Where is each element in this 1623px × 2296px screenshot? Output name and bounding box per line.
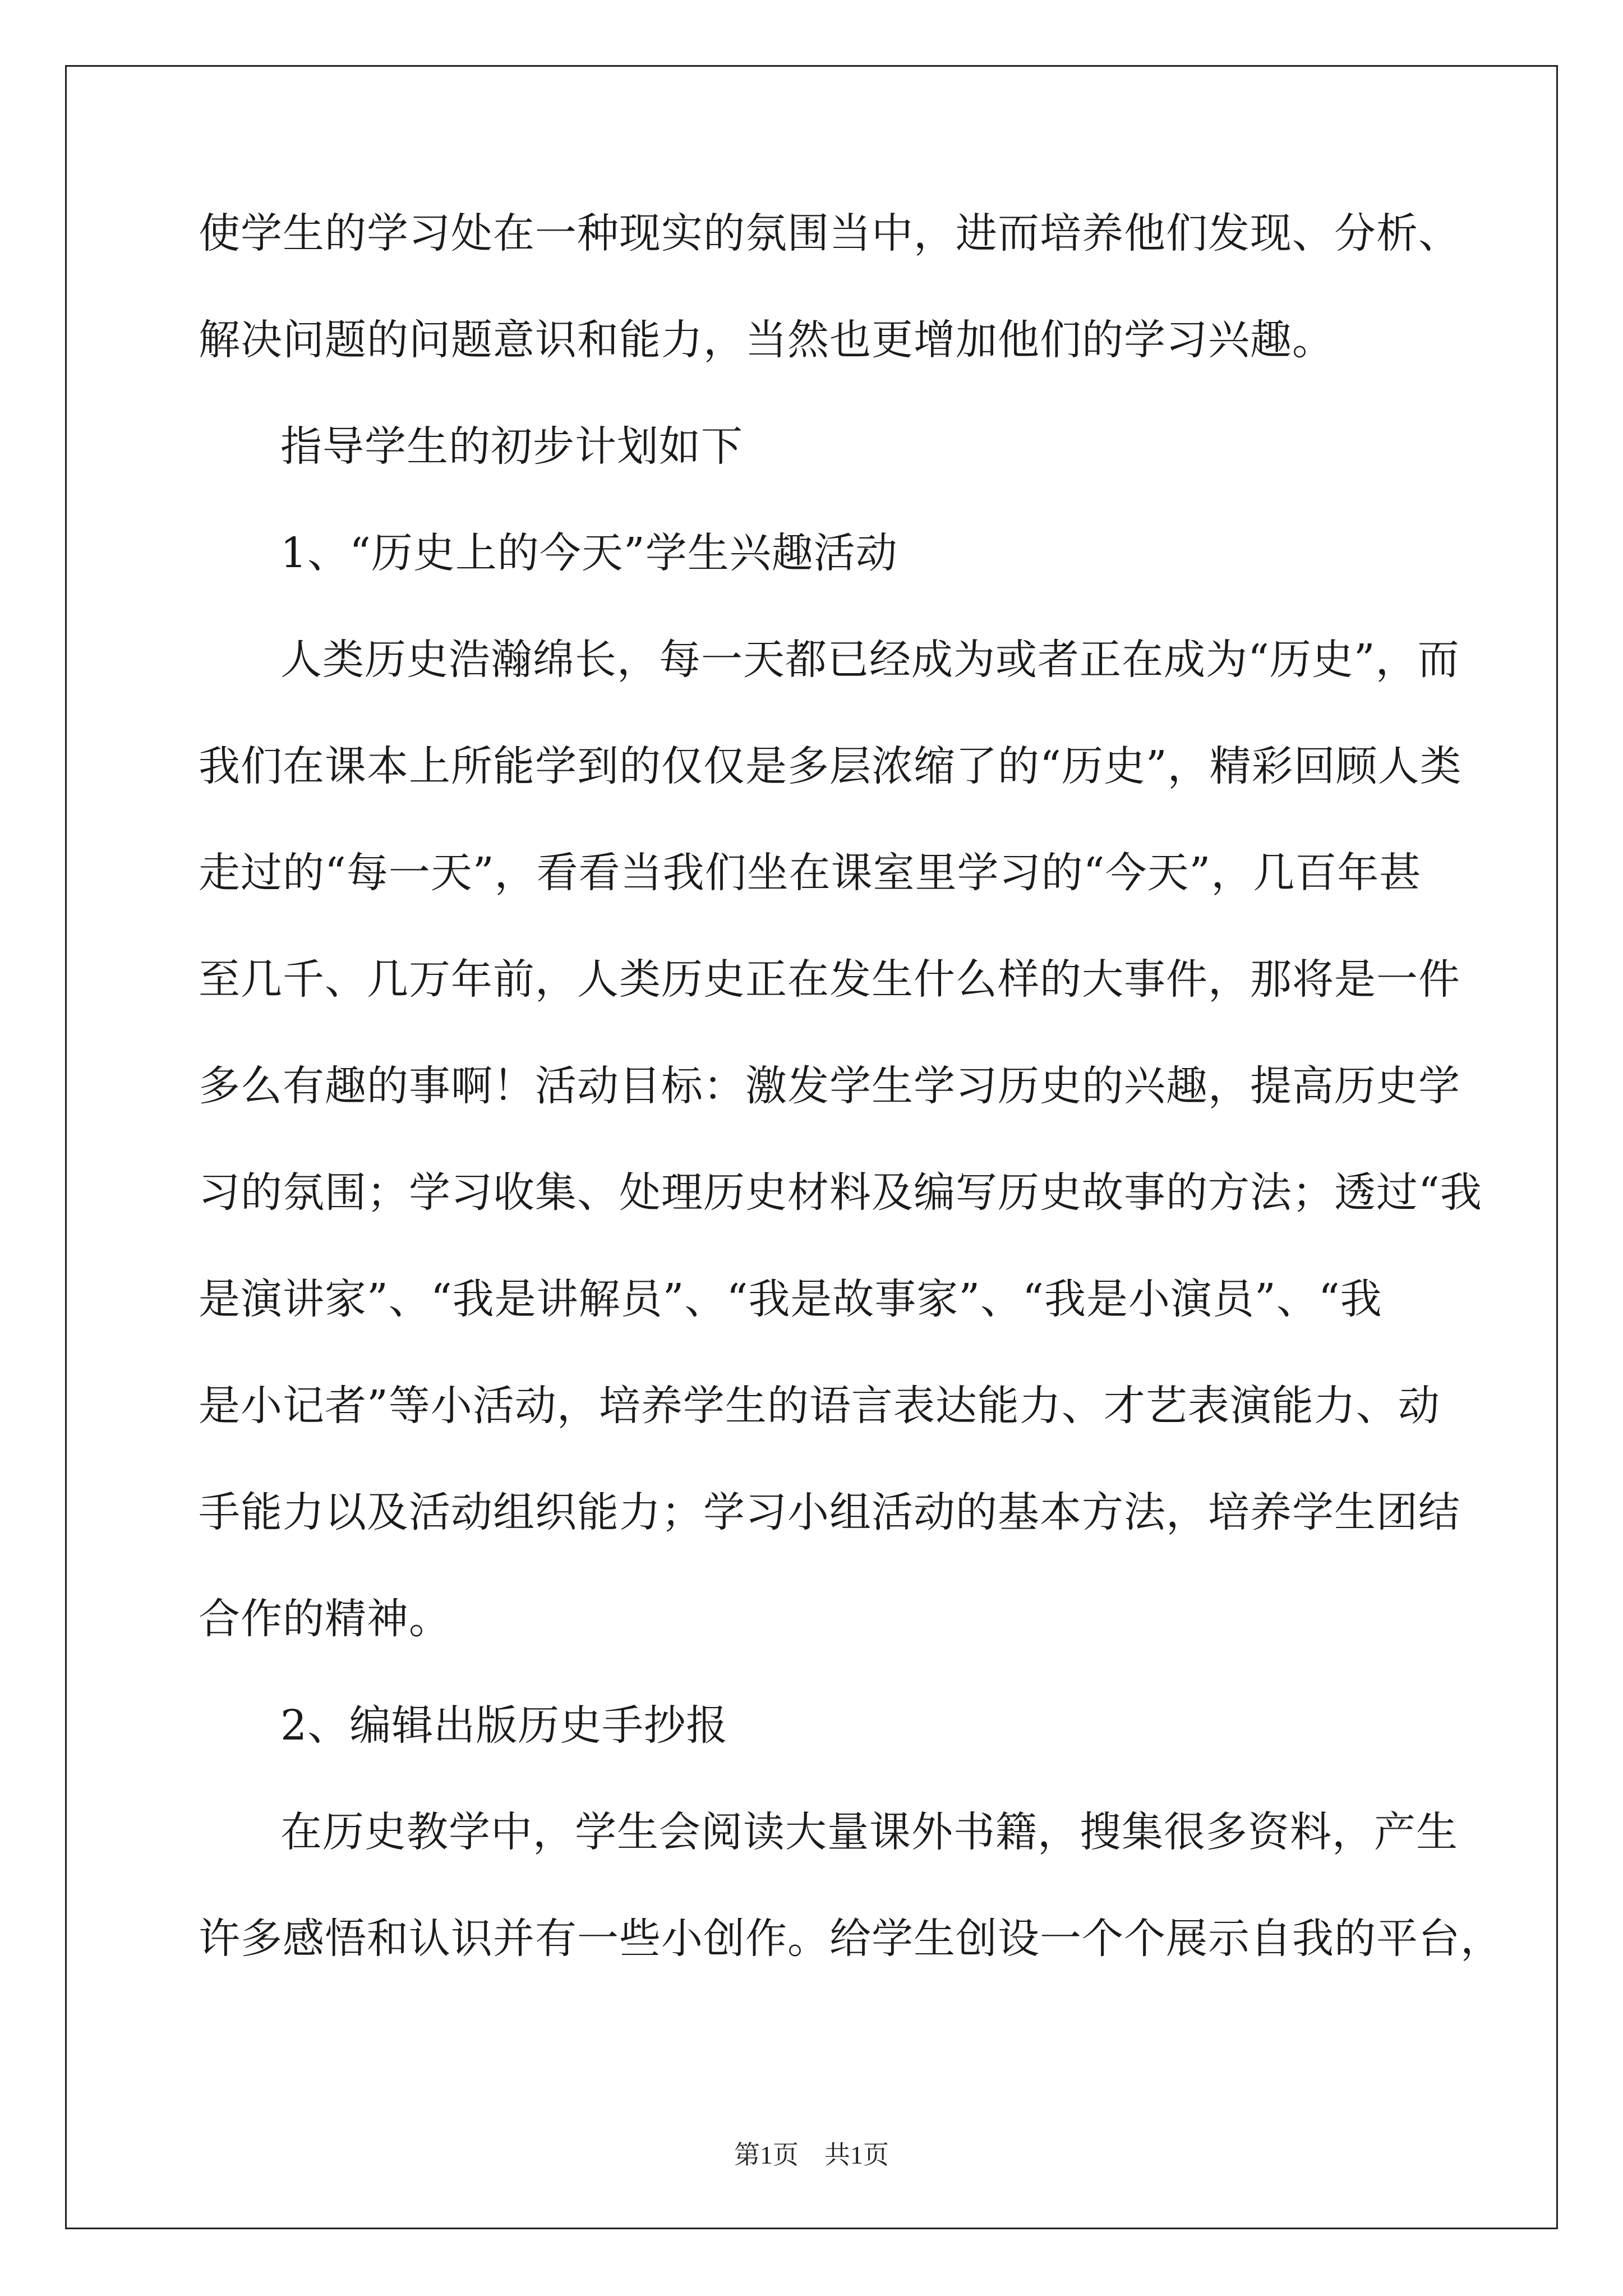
page-number-footer: 第1页 共1页 xyxy=(734,2141,889,2169)
text-line: 使学生的学习处在一种现实的氛围当中，进而培养他们发现、分析、 xyxy=(199,209,1460,257)
text-line: 指导学生的初步计划如下 xyxy=(280,422,743,471)
text-line: 至几千、几万年前，人类历史正在发生什么样的大事件，那将是一件 xyxy=(199,955,1460,1004)
text-line: 合作的精神。 xyxy=(199,1595,451,1643)
text-line: 是小记者”等小活动，培养学生的语言表达能力、才艺表演能力、动 xyxy=(199,1382,1440,1430)
text-line: 是演讲家”、“我是讲解员”、“我是故事家”、“我是小演员”、“我 xyxy=(199,1275,1382,1323)
text-line: 人类历史浩瀚绵长，每一天都已经成为或者正在成为“历史”，而 xyxy=(280,636,1460,684)
text-line: 多么有趣的事啊！活动目标：激发学生学习历史的兴趣，提高历史学 xyxy=(199,1062,1460,1110)
text-line: 走过的“每一天”，看看当我们坐在课室里学习的“今天”，几百年甚 xyxy=(199,849,1422,897)
page-border xyxy=(65,65,1558,2229)
text-line: 解决问题的问题意识和能力，当然也更增加他们的学习兴趣。 xyxy=(199,316,1334,364)
text-line: 我们在课本上所能学到的仅仅是多层浓缩了的“历史”，精彩回顾人类 xyxy=(199,742,1462,790)
text-line: 许多感悟和认识并有一些小创作。给学生创设一个个展示自我的平台， xyxy=(199,1915,1502,1963)
text-line: 习的氛围；学习收集、处理历史材料及编写历史故事的方法；透过“我 xyxy=(199,1168,1482,1217)
text-line: 在历史教学中，学生会阅读大量课外书籍，搜集很多资料，产生 xyxy=(280,1808,1458,1856)
text-line: 手能力以及活动组织能力；学习小组活动的基本方法，培养学生团结 xyxy=(199,1488,1460,1536)
section-heading: 1、“历史上的今天”学生兴趣活动 xyxy=(280,529,898,577)
section-heading: 2、编辑出版历史手抄报 xyxy=(280,1701,728,1750)
